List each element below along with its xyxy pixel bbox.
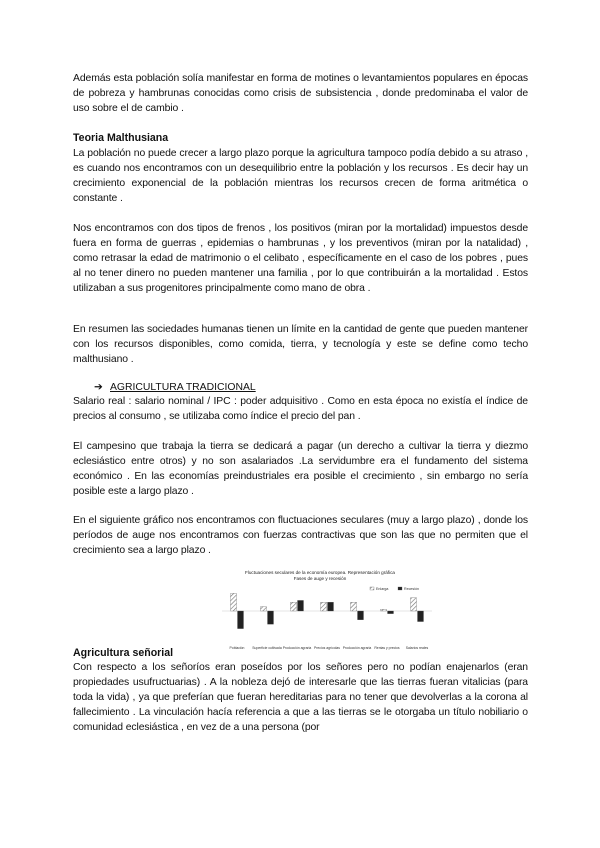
chart-category-label: Precios agrícolas	[313, 646, 341, 650]
paragraph-agri-1: Salario real : salario nominal / IPC : poder adquisitivo . Como en esta época no existía el índice de precios al consumo , se utilizaba como índice el precio del pan .	[73, 396, 528, 422]
chart-legend-label: Recesión	[404, 587, 419, 591]
chart-category-label: Producción agraria	[342, 646, 372, 650]
chart-bar	[238, 611, 244, 629]
chart-title: Fluctuaciones seculares de la economía europea. Representación gráfica	[245, 570, 395, 575]
chart-bar	[231, 593, 237, 611]
paragraph-intro: Además esta población solía manifestar en forma de motines o levantamientos populares en épocas de pobreza y hambrunas conocidas como crisis de subsistencia , donde predominaba el valor de uso sobre el de cambio .	[73, 73, 528, 114]
paragraph-agri-3: En el siguiente gráfico nos encontramos con fluctuaciones seculares (muy a largo plazo) , donde los períodos de auge nos encontramos con fuerzas contractivas que son las que no permiten que el crecimiento sea a largo plazo .	[73, 515, 528, 556]
heading-agricultura-senorial: Agricultura señorial	[73, 647, 174, 659]
chart-bar	[291, 602, 297, 611]
chart-bar	[418, 611, 424, 622]
chart-category-label: Población	[229, 646, 245, 650]
paragraph-senorial-1: Con respecto a los señoríos eran poseídos por los señores pero no podían enajenarlos (eran propiedades usufructuarias) . A la nobleza dejó de interesarle que las tierras fueran vitalicias (para toda la vida) , ya que preferían que fueran hereditarias para no tener que devolverlas a la corona al fallecimiento . La vinculación hacía referencia a que a las tierras se le otorgaba un título nobiliario o comunidad eclesiástica , en vez de a una persona (por	[73, 662, 528, 733]
chart-bar	[411, 598, 417, 611]
chart-legend-label: Enlarga	[376, 587, 389, 591]
chart-bar	[381, 609, 387, 611]
chart-bar	[268, 611, 274, 624]
chart-category-labels	[230, 646, 429, 650]
chart-bar	[298, 600, 304, 611]
chart-bar	[261, 607, 267, 611]
heading-agricultura-tradicional	[94, 380, 256, 395]
paragraph-malthus-3: En resumen las sociedades humanas tienen un límite en la cantidad de gente que pueden mantener con los recursos disponibles, como comida, tierra, y tecnología y este se define como techo malthusiano .	[73, 324, 528, 365]
chart-bar	[351, 602, 357, 611]
heading-agricultura-tradicional-text: AGRICULTURA TRADICIONAL	[110, 382, 256, 393]
chart-category-label: Salarios reales	[405, 646, 429, 650]
chart-bar	[358, 611, 364, 620]
chart-subtitle: Fases de auge y recesión	[293, 576, 347, 581]
paragraph-malthus-1: La población no puede crecer a largo plazo porque la agricultura tampoco podía debido a su atraso , es cuando nos encontramos con un desequilibrio entre la población y los recursos . Es decir hay un crecimiento exponencial de la población mientras los recursos crecen de forma aritmética o constante .	[73, 148, 528, 204]
fluctuations-chart	[200, 563, 440, 657]
chart-legend-swatch	[370, 587, 374, 590]
paragraph-malthus-2: Nos encontramos con dos tipos de frenos , los positivos (miran por la mortalidad) impuestos desde fuera en forma de guerras , epidemias o hambrunas , y los preventivos (miran por la natalidad) , como retrasar la edad de matrimonio o el celibato , específicamente en el caso de los pobres , pues al no tener dinero no pueden mantener una familia , por lo que contribuirán a la mortalidad . Estos utilizaban a sus progenitores principalmente como mano de obra .	[73, 223, 528, 294]
paragraph-agri-2: El campesino que trabaja la tierra se dedicará a pagar (un derecho a cultivar la tierra y diezmo eclesiástico entre otros) y no son asalariados .La servidumbre era el fundamento del sistema económico . En las economías preindustriales era posible el crecimiento , sin embargo no sería posible este a largo plazo .	[73, 441, 528, 497]
chart-category-label: Rentas y precios	[374, 646, 400, 650]
chart-bar	[321, 602, 327, 611]
chart-bar	[388, 611, 394, 614]
chart-legend-swatch	[398, 587, 402, 590]
chart-legend	[370, 587, 419, 591]
chart-category-label: Superficie cultivada	[252, 646, 282, 650]
chart-category-label: Producción agraria	[282, 646, 312, 650]
arrow-icon: ➔	[94, 382, 103, 393]
chart-bar	[328, 602, 334, 611]
heading-teoria-malthusiana: Teoria Malthusiana	[73, 132, 169, 144]
